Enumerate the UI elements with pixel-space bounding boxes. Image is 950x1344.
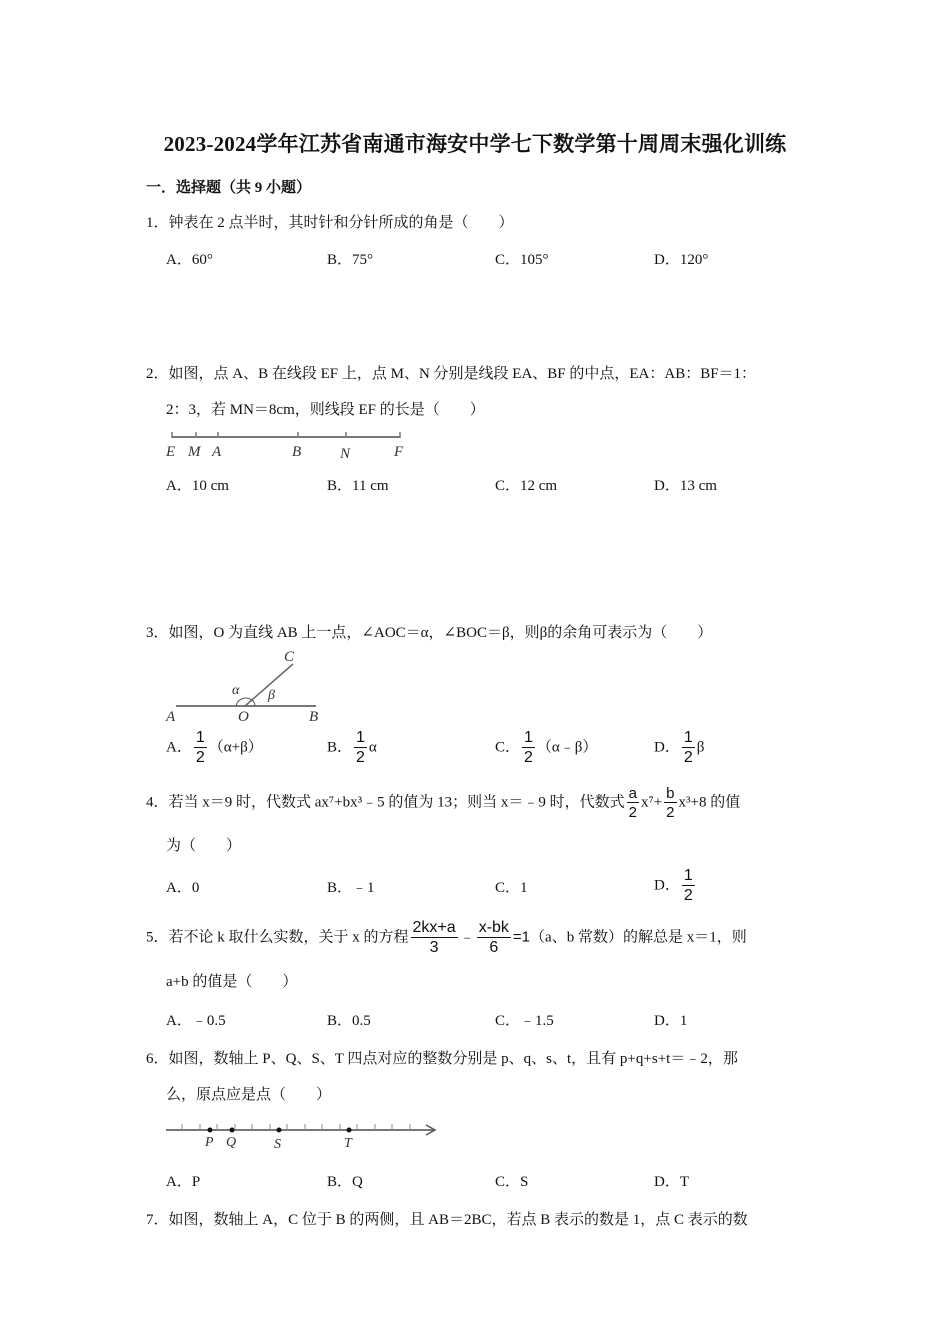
label-S: S [274,1137,281,1152]
label-Q: Q [226,1135,237,1150]
option-d: D．1 [654,1013,688,1029]
option-d: D．T [654,1174,689,1190]
label-C: C [284,649,295,665]
question-number: 3． [146,625,169,641]
question-2-options [166,474,846,504]
option-b: B．75° [327,252,374,268]
question-7 [146,1208,748,1229]
label-T: T [344,1136,352,1151]
label-M: M [188,444,201,460]
question-4-line-2: 为（ ） [166,838,242,854]
option-d: D． $\frac{1}{2}$ β [654,729,705,766]
option-c: C．1 [495,880,528,896]
question-number: 7． [146,1212,169,1228]
option-c: C． $\frac{1}{2}$ （α﹣β） [495,729,598,766]
fraction-x-minus-bk-over-6: $\frac{x-bk}{6}$ [478,919,509,956]
option-a: A． $\frac{1}{2}$ （α+β） [166,729,263,766]
section-heading: 一．选择题（共 9 小题） [146,180,312,196]
option-b: B．11 cm [327,478,389,494]
option-c: C．12 cm [495,478,558,494]
document-title: 2023-2024学年江苏省南通市海安中学七下数学第十周周末强化训练 [163,132,787,156]
label-B: B [292,444,302,460]
option-b: B．﹣1 [327,880,375,896]
question-5: 5．若不论 k 取什么实数，关于 x 的方程 $\frac{2kx+a}{3}$ ﹣ $\frac{x-bk}{6}$ =1（a、b 常数）的解总是 x＝1，则 [146,919,747,956]
question-number: 4． [146,794,169,811]
option-c: C．﹣1.5 [495,1013,554,1029]
question-text: 如图，O 为直线 AB 上一点，∠AOC＝α，∠BOC＝β，则β的余角可表示为（ ） [168,625,713,641]
option-c: C．105° [495,252,549,268]
label-beta: β [268,688,275,703]
question-5-line-2: a+b 的值是（ ） [166,974,298,990]
option-a: A．P [166,1174,201,1190]
option-d: D．120° [654,252,709,268]
option-b: B． $\frac{1}{2}$ α [327,729,377,766]
question-number: 5． [146,929,169,946]
label-B: B [309,709,319,725]
question-6-line-2: 么，原点应是点（ ） [166,1087,332,1103]
question-text: 钟表在 2 点半时，其时针和分针所成的角是（ ） [168,215,514,231]
question-number: 1． [146,215,169,231]
question-2 [146,362,756,383]
option-a: A．10 cm [166,478,229,494]
question-6 [146,1047,738,1068]
number-line-diagram [160,1116,450,1156]
label-N: N [340,446,351,462]
option-b: B．0.5 [327,1013,371,1029]
label-O: O [238,709,249,725]
option-d: D．13 cm [654,478,717,494]
question-3 [146,621,712,642]
fraction-b-over-2: $\frac{b}{2}$ [666,785,675,821]
option-a: A．0 [166,880,200,896]
fraction-a-over-2: $\frac{a}{2}$ [628,785,637,821]
option-b: B．Q [327,1174,363,1190]
question-text: 如图，数轴上 A，C 位于 B 的两侧，且 AB＝2BC，若点 B 表示的数是 1，点 C 表示的数 [168,1212,748,1228]
question-number: 6． [146,1051,169,1067]
question-text-line-1: 如图，点 A、B 在线段 EF 上，点 M、N 分别是线段 EA、BF 的中点，EA：AB：BF＝1： [168,366,757,382]
question-1-options [166,248,846,278]
question-4-options [166,868,846,910]
question-1 [146,211,514,232]
option-d: D． $\frac{1}{2}$ [654,867,693,904]
label-E: E [166,444,176,460]
label-A: A [166,709,176,725]
angle-diagram [160,645,340,725]
fraction-2kx-plus-a-over-3: $\frac{2kx+a}{3}$ [412,919,456,956]
question-6-options [166,1170,846,1200]
label-F: F [394,444,404,460]
option-a: A．﹣0.5 [166,1013,226,1029]
label-alpha: α [232,683,240,698]
question-number: 2． [146,366,169,382]
label-P: P [205,1135,214,1150]
label-A: A [212,444,222,460]
question-5-options [166,1009,846,1039]
question-4: 4．若当 x＝9 时，代数式 ax⁷+bx³﹣5 的值为 13；则当 x＝﹣9 时，代数式 $\frac{a}{2}$ x⁷+ $\frac{b}{2}$ x³+8 的值 [146,785,741,821]
question-2-line-2: 2：3，若 MN＝8cm，则线段 EF 的长是（ ） [166,402,485,418]
option-c: C．S [495,1174,529,1190]
question-text-line-1: 如图，数轴上 P、Q、S、T 四点对应的整数分别是 p、q、s、t，且有 p+q+s+t＝﹣2，那 [168,1051,738,1067]
question-3-options [166,730,846,772]
segment-diagram [160,428,420,464]
option-a: A．60° [166,252,213,268]
